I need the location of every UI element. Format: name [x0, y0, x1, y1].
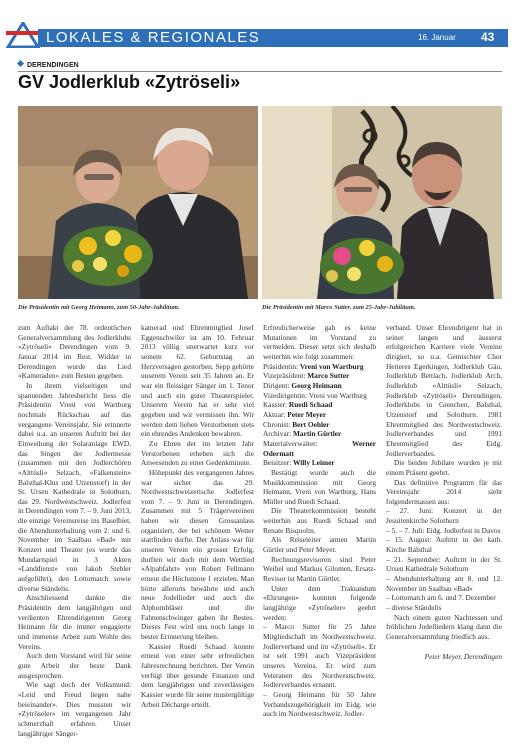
paragraph: Auch dem Vorstand wird für seine gute Arbeit der beste Dank ausgesprochen.	[18, 651, 131, 680]
list-item: – Marco Sutter für 25 Jahre Mitgliedschaft im Nordwestschweiz. Jodlerverband und im «Zytröseli». Er ist seit 1991 auch Vizepräsident unseres Vereins. Er wird zum Veteranen des Nordwestschweiz. Jodlerverbandes ernannt.	[263, 622, 376, 690]
photo-caption-1: Die Präsidentin mit Georg Heimann, zum 50-Jahr-Jubiläum.	[18, 304, 180, 311]
board-member-vice-conductor: Vizedirigentin: Vreni von Wartburg	[263, 390, 367, 400]
paragraph: Erfreulicherweise gab es keine Mutationen im Vorstand zu vermelden. Dieser setzt sich deshalb weiterhin wie folgt zusammen:	[263, 323, 376, 361]
section-title: LOKALES & REGIONALES	[46, 29, 261, 46]
list-item: – diverse Ständelis	[386, 603, 442, 613]
paragraph: Rechnungsrevisoren sind Peter Weibel und Markus Gilomen, Ersatz-Revisor ist Martin Gürtler.	[263, 554, 376, 584]
board-member-vice-president: Vizepräsident: Marco Sutter	[263, 371, 350, 381]
paragraph: zum Auftakt der 78. ordentlichen Generalversammlung des Jodlerklubs «Zytröseli» Derendingen vom 9. Januar 2014 im Rest. Widder in Derendingen wurde das Lied «Kameraden» zum Besten gegeben.	[18, 323, 131, 381]
diamond-icon	[17, 60, 24, 67]
article-column-4	[386, 323, 502, 661]
board-member-archivist: Archivar: Martin Gürtler	[263, 429, 342, 439]
article-column-3	[263, 323, 376, 719]
paragraph: Anschliessend dankte die Präsidentin dem langjährigen und verdienten Ehrendirigenten Georg Heimann für die immer engagierte und immense Arbeit zum Wohle des Vereins.	[18, 593, 131, 651]
board-member-chronicler: Chronist: Bert Oehler	[263, 419, 330, 429]
list-item: – Georg Heimann für 50 Jahre Verbandszugehörigkeit im Eidg. wie auch im Nordwestschweiz. Jodler-	[263, 689, 376, 719]
paragraph: Nach einem guten Nachtessen und fröhlichen Jodelliedern klang dann die Generalversammlung friedlich aus.	[386, 612, 502, 641]
paragraph: Unter dem Traktandum «Ehrungen» konnten folgende langjährige «Zytröseler» geehrt werden:	[263, 583, 376, 622]
list-item: – Abendunterhaltung am 8. und 12. November im Saalbau «Bad»	[386, 574, 502, 593]
paragraph: In ihrem vielseitigen und spannenden Jahresbericht liess die Präsidentin Vreni von Wartburg nochmals Rückschau auf das vergangene Vereinsjahr. Sie erinnerte dabei u.a. an unseren Auftritt bei der Einweihung der Solaranlage EWD, das Singen der Jodlermesse (zusammen mit den Jodlerchören «Alttüsli» Selzach, «Falkenstein» Balsthal-Klus und Utzenstorf) in der St. Ursen Kathedrale in Solothurn, das 29. Nordwestschweiz. Jodlerfest in Derendingen vom 7. – 9. Juni 2013, die einzige Vereinsreise ins Baselbiet, die Abendunterhaltung vom 2. und 6. November im Saalbau «Bad» mit Konzert und Theater (es wurde das Mundartspiel in 3 Akten «Landdienst» von Jakob Stebler aufgeführt), den Lottomatch sowie diverse Ständelis.	[18, 380, 131, 593]
board-member-secretary: Aktuar: Peter Meyer	[263, 409, 327, 419]
board-member-material: Materialverwalter: Werner Odermatt	[263, 438, 376, 458]
paragraph: kamerad und Ehrenmitglied Josef Eggenschwiler ist am 10. Februar 2013 völlig unerwartet kurz vor seinem 62. Geburtstag an Herzversagen gestorben. Sepp gehörte unserem Verein seit 35 Jahren an. Er war ein fleissiger Sänger im 1. Tenor und auch ein guter Theaterspieler. Unserem Verein hat er sehr viel gegeben und wir vermissen ihn. Wir werden dem lieben Verstorbenen stets ein ehrendes Andenken bewahren.	[141, 323, 254, 439]
page-number: 43	[481, 30, 495, 44]
board-member-conductor: Dirigent: Georg Heimann	[263, 380, 342, 390]
kicker-text: DERENDINGEN	[27, 62, 79, 69]
board-member-assessor: Beisitzer: Willy Leimer	[263, 458, 335, 468]
issue-date: 16. Januar	[418, 33, 456, 42]
paragraph: Das definitive Programm für das Vereinsjahr 2014 sieht folgendermassen aus:	[386, 477, 502, 506]
paragraph: Wie sagt doch der Volksmund: «Leid und Freud liegen nahe beieinander». Dies mussten wir «Zytröseler» im vergangenen Jahr schmerzhaft erfahren. Unser langjähriger Sänger-	[18, 680, 131, 738]
author-signature: Peter Meyer, Derendingen	[424, 651, 502, 661]
newspaper-logo-icon	[6, 22, 40, 48]
list-item: – 27. Juni: Konzert in der Jesuitenkirche Solothurn	[386, 506, 502, 526]
list-item: – 21. September: Auftritt in der St. Ursen Kathedrale Solothurn	[386, 554, 502, 574]
paragraph: Als Reiseleiter amten Martin Gürtler und Peter Meyer.	[263, 535, 376, 555]
list-item: – Lottomatch am 6. und 7. Dezember	[386, 593, 496, 603]
paragraph: Zu Ehren der im letzten Jahr Verstorbenen erheben sich die Anwesenden zu einer Gedenkminute.	[141, 438, 254, 468]
paragraph: Die Theaterkommission besteht weiterhin aus Ruedi Schaad und Renate Bisquolm.	[263, 506, 376, 535]
photo-presidentin-sutter	[262, 106, 502, 299]
paragraph: Höhepunkt des vergangenen Jahres war sicher das 29. Nordwestschweizerische Jodlerfest vom 7. – 9. Juni in Derendingen. Zusammen mit 5 Trägervereinen haben wir diesen Grossanlass organisiert, der bei schönem Wetter stattfinden durfte. Der Anlass war für unseren Verein ein grosser Erfolg, durften wir doch mit dem Wettlied «Alpabfahrt» von Robert Fellmann erneut die Höchstnote 1 erzielen. Man hörte allerorts bewährte und auch neue Jodellieder und auch die Alphornbläser und die Fahnenschwinger gaben ihr Bestes. Dieses Fest wird uns noch lange in bester Erinnerung bleiben.	[141, 467, 254, 641]
article-headline: GV Jodlerklub «Zytröseli»	[18, 72, 241, 92]
list-item: – 5. – 7. Juli: Eidg. Jodlerfest in Davos	[386, 525, 501, 535]
paragraph: Die beiden Jubilare wurden je mit einem Präsent geehrt.	[386, 458, 502, 477]
paragraph: verband. Unser Ehrendirigent hat in seiner langen und äusserst erfolgreichen Karriere viele Vereine dirigiert, so u.a. Gemischter Chor Heiteres Egerkingen, Jodlerklub Gäu, Jodlerklub Bettlach, Jodlerklub Arch, Jodlerklub «Alttüsli» Selzach, Jodlerklub «Zytröseli» Derendingen, Jodlerklubs in Grenchen, Balsthal, Utzenstorf und Solothurn. 1981 Ehrenmitglied des Nordwestschweiz. Jodlerverbandes und 1991 Ehrenmitglied des Eidg. Jodlerverbandes.	[386, 323, 502, 458]
photo-caption-2: Die Präsidentin mit Marco Sutter, zum 25-Jahr-Jubiläum.	[262, 304, 416, 311]
article-column-1	[18, 323, 131, 738]
photo-presidentin-heimann	[18, 106, 258, 299]
board-member-president: Präsidentin: Vreni von Wartburg	[263, 361, 364, 371]
paragraph: Kassier Ruedi Schaad konnte erneut von einer sehr erfreulichen Jahresrechnung berichten. Der Verein verfügt über gesunde Finanzen und dem langjährigen und zuverlässigen Kassier wurde für seine mustergültige Arbeit Décharge erteilt.	[141, 641, 254, 709]
paragraph: Bestätigt wurde auch die Musikkommission mit Georg Heimann, Vreni von Wartburg, Hans Müller und Ruedi Schaad.	[263, 467, 376, 506]
board-member-treasurer: Kassier: Ruedi Schaad	[263, 400, 333, 410]
article-column-2	[141, 323, 254, 709]
article-kicker	[18, 61, 79, 69]
list-item: – 15. August: Auftritt in der kath. Kirche Balsthal	[386, 535, 502, 555]
